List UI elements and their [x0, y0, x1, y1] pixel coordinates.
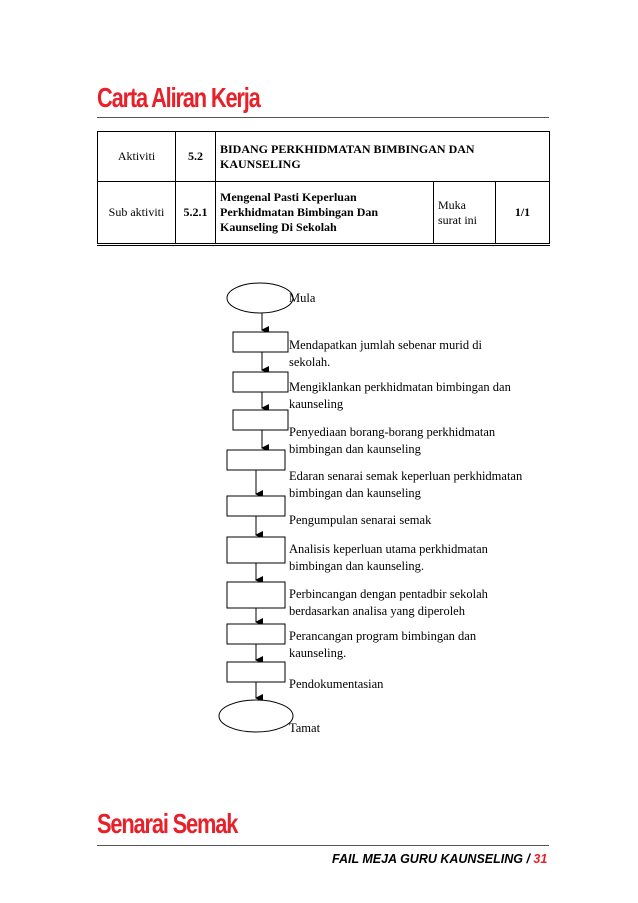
flow-label-start: Mula: [289, 291, 316, 305]
section-heading: Senarai Semak: [97, 808, 238, 839]
flow-step-label: Perbincangan dengan pentadbir sekolah berdasarkan analisa yang diperoleh: [289, 587, 488, 618]
flow-step-label: Perancangan program bimbingan dan kaunseling.: [289, 629, 477, 660]
aktiviti-title: BIDANG PERKHIDMATAN BIMBINGAN DAN KAUNSELING: [216, 132, 550, 182]
sub-aktiviti-title: Mengenal Pasti Keperluan Perkhidmatan Bimbingan Dan Kaunseling Di Sekolah: [216, 182, 434, 245]
process-box: [227, 537, 285, 563]
flow-step-label: Mendapatkan jumlah sebenar murid di sekolah.: [289, 338, 482, 369]
process-box: [227, 624, 285, 644]
process-box: [227, 496, 285, 516]
flow-step-label: Mengiklankan perkhidmatan bimbingan dan kaunseling: [289, 380, 511, 411]
footer-divider: [97, 845, 549, 846]
flow-step-label: Pendokumentasian: [289, 677, 384, 691]
aktiviti-code: 5.2: [176, 132, 216, 182]
flow-step-label: Penyediaan borang-borang perkhidmatan bimbingan dan kaunseling: [289, 425, 496, 456]
process-box: [227, 582, 285, 608]
page-number: 31: [533, 852, 548, 866]
sub-aktiviti-code: 5.2.1: [176, 182, 216, 245]
flow-step-label: Analisis keperluan utama perkhidmatan bimbingan dan kaunseling.: [289, 542, 488, 573]
flow-step-label: Edaran senarai semak keperluan perkhidmatan bimbingan dan kaunseling: [289, 469, 523, 500]
start-terminator: [227, 283, 293, 313]
process-box: [227, 450, 285, 470]
process-box: [227, 662, 285, 682]
process-box: [233, 372, 288, 392]
page-footer: [332, 852, 547, 866]
flow-label-end: Tamat: [289, 721, 321, 735]
sub-aktiviti-label: Sub aktiviti: [98, 182, 176, 245]
page-value: 1/1: [496, 182, 550, 245]
page-label: Muka surat ini: [434, 182, 496, 245]
process-box: [233, 332, 288, 352]
footer-text: FAIL MEJA GURU KAUNSELING /: [332, 852, 534, 866]
end-terminator: [219, 700, 293, 732]
page-title: Carta Aliran Kerja: [97, 82, 260, 113]
flow-step-label: Pengumpulan senarai semak: [289, 513, 432, 527]
process-box: [233, 410, 288, 430]
aktiviti-label: Aktiviti: [98, 132, 176, 182]
